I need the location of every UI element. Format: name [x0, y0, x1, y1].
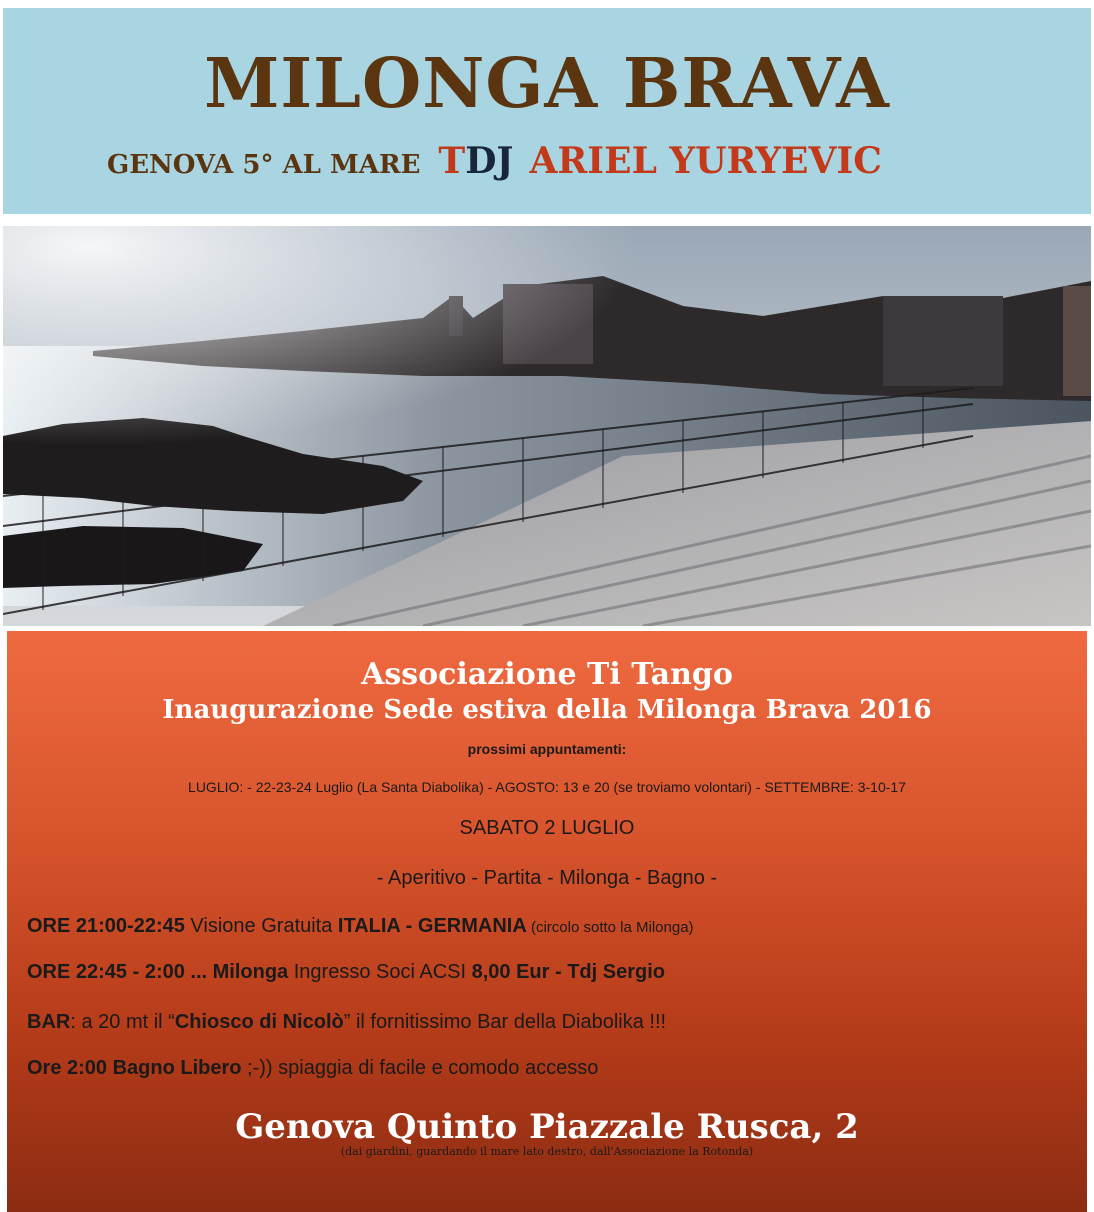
- seaside-promenade-photo: [3, 226, 1091, 626]
- schedule-line-match: [27, 915, 694, 938]
- schedule-line-milonga: [27, 961, 665, 984]
- venue-address-note: (dai giardini, guardando il mare lato destro, dall'Associazione la Rotonda): [340, 1145, 754, 1158]
- match-text: Visione Gratuita: [184, 915, 338, 937]
- dj-name: ARIEL YURYEVIC: [529, 140, 882, 182]
- bath-text: ;-)) spiaggia di facile e comodo accesso: [241, 1057, 599, 1079]
- bar-place: Chiosco di Nicolò: [174, 1011, 344, 1033]
- event-date: SABATO 2 LUGLIO: [459, 817, 635, 839]
- bar-text: : a 20 mt il “: [70, 1011, 175, 1033]
- match-note: (circolo sotto la Milonga): [526, 919, 694, 936]
- event-subtitle: [107, 140, 882, 182]
- event-place: GENOVA 5° AL MARE: [107, 150, 421, 180]
- association-name: Associazione Ti Tango: [361, 657, 733, 692]
- match-time: ORE 21:00-22:45: [27, 915, 185, 937]
- inauguration-heading: Inaugurazione Sede estiva della Milonga Brava 2016: [162, 695, 932, 725]
- venue-address: Genova Quinto Piazzale Rusca, 2: [235, 1107, 859, 1147]
- schedule-line-bar: [27, 1011, 666, 1034]
- bar-desc: ” il fornitissimo Bar della Diabolika !!!: [343, 1011, 667, 1033]
- event-program: - Aperitivo - Partita - Milonga - Bagno -: [376, 867, 718, 889]
- upcoming-label: prossimi appuntamenti:: [467, 741, 627, 757]
- bar-label: BAR: [27, 1011, 71, 1033]
- match-teams: ITALIA - GERMANIA: [337, 915, 527, 937]
- schedule-line-bath: [27, 1057, 598, 1080]
- milonga-entry: Ingresso Soci ACSI: [288, 961, 472, 983]
- tdj-dj: DJ: [465, 140, 514, 182]
- event-info-panel: [7, 631, 1087, 1212]
- tdj-t: T: [438, 140, 466, 182]
- upcoming-dates: LUGLIO: - 22-23-24 Luglio (La Santa Diabolika) - AGOSTO: 13 e 20 (se troviamo volontari) - SETTEMBRE: 3-10-17: [188, 779, 906, 795]
- milonga-time: ORE 22:45 - 2:00 ... Milonga: [27, 961, 289, 983]
- event-title: MILONGA BRAVA: [204, 44, 890, 124]
- bath-time: Ore 2:00 Bagno Libero: [27, 1057, 242, 1079]
- header-banner: [3, 8, 1091, 214]
- milonga-price: 8,00 Eur - Tdj Sergio: [471, 961, 665, 983]
